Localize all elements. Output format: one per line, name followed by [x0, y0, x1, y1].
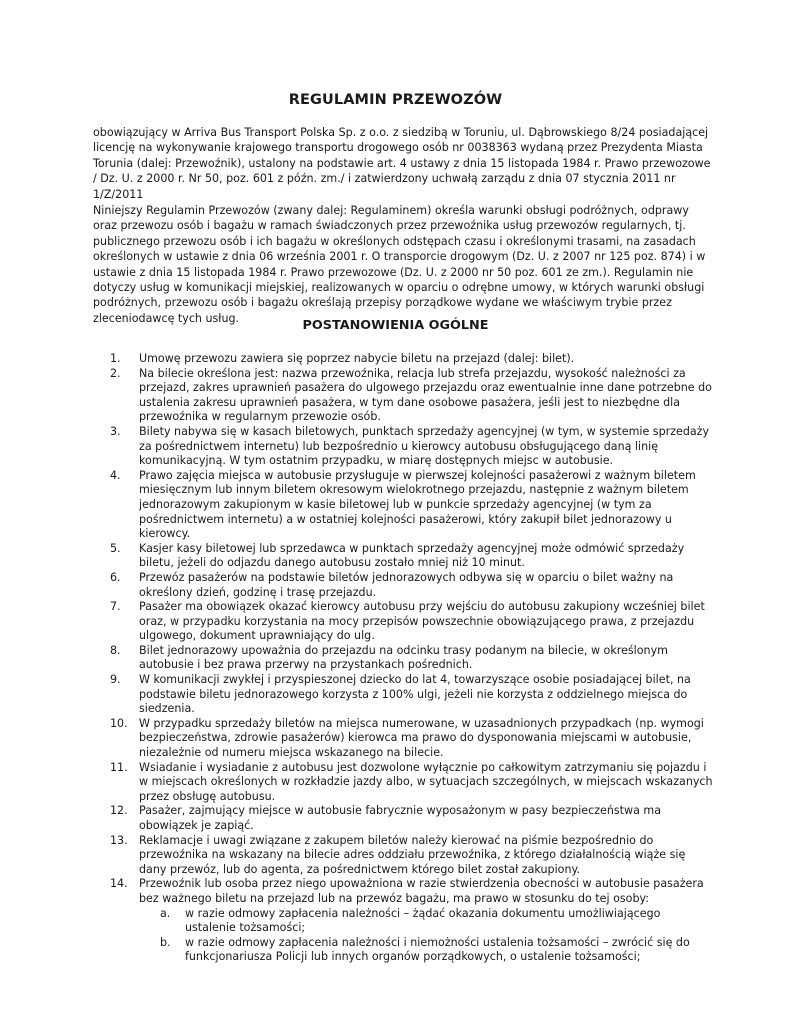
list-item-text: Reklamacje i uwagi związane z zakupem biletów należy kierować na piśmie bezpośrednio do przewoźnika na wskazany na bilecie adres oddziału przewoźnika, z którego działalnością wiąże się dany przewóz, lub do agenta, za pośrednictwem którego bilet został zakupiony. — [139, 833, 686, 876]
list-item-text: Pasażer, zajmujący miejsce w autobusie fabrycznie wyposażonym w pasy bezpieczeństwa ma obowiązek je zapiąć. — [139, 804, 662, 832]
sub-list-item-letter: b. — [160, 935, 171, 949]
list-item-number: 11. — [110, 760, 128, 774]
section-title: POSTANOWIENIA OGÓLNE — [302, 318, 489, 333]
list-item — [93, 834, 713, 878]
list-item-text: Bilet jednorazowy upoważnia do przejazdu na odcinku trasy podanym na bilecie, w określonym autobusie i bez prawa przerwy na przystankach pośrednich. — [139, 643, 668, 672]
list-item — [93, 352, 713, 367]
list-item-text: Prawo zajęcia miejsca w autobusie przysługuje w pierwszej kolejności pasażerowi z ważnym biletem miesięcznym lub innym biletem okresowym wielokrotnego przejazdu, następnie z ważnym biletem jednorazowym zakupionym w kasie biletowej lub w punkcie sprzedaży agencyjnej (w tym za pośrednictwem internetu) a w ostatniej kolejności pasażerowi, który zakupił bilet jednorazowy u kierowcy. — [139, 468, 696, 541]
list-item-text: Przewóz pasażerów na podstawie biletów jednorazowych odbywa się w oparciu o bilet ważny na określony dzień, godzinę i trasę przejazdu. — [139, 570, 674, 599]
list-item — [93, 600, 713, 644]
sub-list — [93, 907, 713, 965]
list-item-text: Na bilecie określona jest: nazwa przewoźnika, relacja lub strefa przejazdu, wysokość należności za przejazd, zakres uprawnień pasażera do ulgowego przejazdu oraz ewentualnie inne dane potrzebne do ustalenia zakresu uprawnień pasażera, w tym dane osobowe pasażera, jeśli jest to niezbędne dla przewoźnika w regularnym przewozie osób. — [139, 366, 712, 424]
list-item — [93, 469, 713, 542]
list-item-text: Kasjer kasy biletowej lub sprzedawca w punktach sprzedaży agencyjnej może odmówić sprzedaży biletu, jeżeli do odjazdu danego autobusu zostało mniej niż 10 minut. — [139, 541, 685, 570]
list-item-number: 7. — [110, 600, 121, 614]
list-item-text: Bilety nabywa się w kasach biletowych, punktach sprzedaży agencyjnej (w tym, w systemie sprzedaży za pośrednictwem internetu) lub bezpośrednio u kierowcy autobusu obsługującego daną linię komunikacyjną. W tym ostatnim przypadku, w miarę dostępnych miejsc w autobusie. — [139, 424, 710, 468]
list-item-number: 1. — [110, 352, 121, 365]
list-item — [93, 571, 713, 600]
document-title: REGULAMIN PRZEWOZÓW — [288, 92, 503, 108]
list-item-number: 9. — [110, 673, 121, 687]
list-item-text: W przypadku sprzedaży biletów na miejsca numerowane, w uzasadnionych przypadkach (np. wymogi bezpieczeństwa, zdrowie pasażerów) kierowca ma prawo do dysponowania miejscami w autobusie, niezależnie od numeru miejsca wskazanego na bilecie. — [139, 716, 704, 760]
list-item — [93, 804, 713, 833]
list-item — [93, 644, 713, 673]
list-item-number: 14. — [110, 877, 128, 891]
list-item — [93, 425, 713, 469]
intro-paragraph-1: obowiązujący w Arriva Bus Transport Polska Sp. z o.o. z siedzibą w Toruniu, ul. Dąbrowskiego 8/24 posiadającej licencję na wykonywanie krajowego transportu drogowego osób nr 0038363 wydaną przez Prezydenta Miasta Torunia (dalej: Przewoźnik), ustalony na podstawie art. 4 ustawy z dnia 15 listopada 1984 r. Prawo przewozowe / Dz. U. z 2000 r. Nr 50, poz. 601 z późn. zm./ i zatwierdzony uchwałą zarządu z dnia 07 stycznia 2011 nr 1/Z/2011 — [93, 126, 711, 201]
list-item — [93, 542, 713, 571]
sub-list-item-text: w razie odmowy zapłacenia należności i niemożności ustalenia tożsamości – zwrócić się do funkcjonariusza Policji lub innych organów porządkowych, o ustalenie tożsamości; — [185, 935, 690, 964]
list-item-text: Przewoźnik lub osoba przez niego upoważniona w razie stwierdzenia obecności w autobusie pasażera bez ważnego biletu na przejazd lub na przewóz bagażu, ma prawo w stosunku do tej osoby: — [139, 877, 704, 905]
list-item — [93, 367, 713, 425]
provisions-list — [93, 352, 713, 965]
list-item-number: 6. — [110, 570, 121, 584]
list-item-number: 12. — [110, 804, 128, 818]
list-item — [93, 761, 713, 805]
list-item-number: 10. — [110, 716, 128, 730]
list-item-number: 3. — [110, 424, 121, 438]
list-item — [93, 877, 713, 965]
sub-list-item — [139, 907, 713, 936]
list-item-text: W komunikacji zwykłej i przyspieszonej dziecko do lat 4, towarzyszące osobie posiadającej bilet, na podstawie biletu jednorazowego korzysta z 100% ulgi, jeżeli nie korzysta z oddzielnego miejsca do siedzenia. — [139, 673, 691, 716]
list-item — [93, 673, 713, 717]
list-item — [93, 717, 713, 761]
sub-list-item — [139, 936, 713, 965]
list-item-number: 13. — [110, 833, 128, 847]
sub-list-item-text: w razie odmowy zapłacenia należności – żądać okazania dokumentu umożliwiającego ustalenie tożsamości; — [185, 906, 661, 935]
list-item-text: Pasażer ma obowiązek okazać kierowcy autobusu przy wejściu do autobusu zakupiony wcześniej bilet oraz, w przypadku korzystania na mocy przepisów powszechnie obowiązującego prawa, z przejazdu ulgowego, dokument uprawniający do ulg. — [139, 600, 705, 643]
list-item-number: 4. — [110, 468, 121, 482]
list-item-number: 8. — [110, 643, 121, 657]
list-item-text: Umowę przewozu zawiera się poprzez nabycie biletu na przejazd (dalej: bilet). — [139, 352, 575, 365]
list-item-number: 2. — [110, 366, 121, 380]
sub-list-item-letter: a. — [160, 906, 171, 920]
list-item-text: Wsiadanie i wysiadanie z autobusu jest dozwolone wyłącznie po całkowitym zatrzymaniu się pojazdu i w miejscach określonych w rozkładzie jazdy albo, w sytuacjach szczególnych, w miejscach wskazanych przez obsługę autobusu. — [139, 760, 713, 803]
intro-paragraph-2: Niniejszy Regulamin Przewozów (zwany dalej: Regulaminem) określa warunki obsługi podróżnych, odprawy oraz przewozu osób i bagażu w ramach świadczonych przez przewoźnika usług przewozów regularnych, tj. publicznego przewozu osób i ich bagażu w określonych odstępach czasu i określonymi trasami, na zasadach określonych w ustawie z dnia 06 września 2001 r. O transporcie drogowym (Dz. U. z 2007 nr 125 poz. 874) i w ustawie z dnia 15 listopada 1984 r. Prawo przewozowe (Dz. U. z 2000 nr 50 poz. 601 ze zm.). Regulamin nie dotyczy usług w komunikacji miejskiej, realizowanych w oparciu o odrębne umowy, w których warunki obsługi podróżnych, przewozu osób i bagażu określają przepisy porządkowe wydane we właściwym trybie przez zleceniodawcę tych usług. — [93, 204, 706, 325]
list-item-number: 5. — [110, 541, 121, 555]
